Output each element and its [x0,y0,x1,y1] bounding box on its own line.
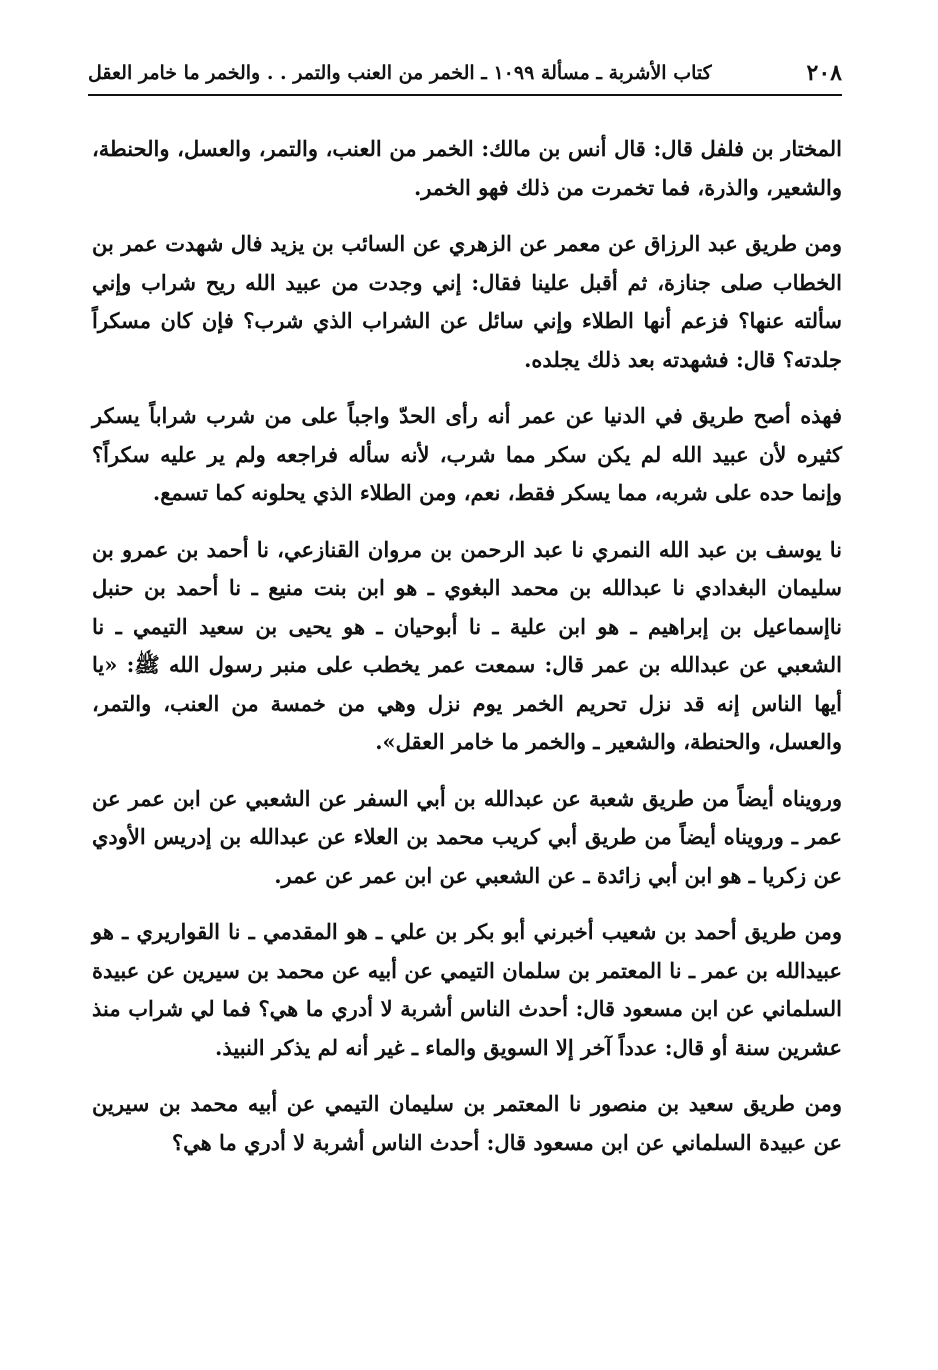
paragraph-7: ومن طريق سعيد بن منصور نا المعتمر بن سليمان التيمي عن أبيه محمد بن سيرين عن عبيدة السلماني عن ابن مسعود قال: أحدث الناس أشربة لا أدري ما هي؟ [92,1091,842,1155]
page-body [92,130,842,1162]
page-number: ٢٠٨ [806,60,842,86]
page-header [88,56,842,96]
paragraph-3: فهذه أصح طريق في الدنيا عن عمر أنه رأى الحدّ واجباً على من شرب شراباً يسكر كثيره لأن عبيد الله لم يكن سكر مما شرب، لأنه سأله فراجعه ولم ير عليه سكراً؟ وإنما حده على شربه، مما يسكر فقط، نعم، ومن الطلاء الذي يحلونه كما تسمع. [92,403,842,505]
paragraph-6: ومن طريق أحمد بن شعيب أخبرني أبو بكر بن علي ـ هو المقدمي ـ نا القواريري ـ هو عبيدالله بن عمر ـ نا المعتمر بن سلمان التيمي عن أبيه عن محمد بن سيرين عن عبيدة السلماني عن ابن مسعود قال: أحدث الناس أشربة لا أدري ما هي؟ فما لي شراب منذ عشرين سنة أو قال: عدداً آخر إلا السويق والماء ـ غير أنه لم يذكر النبيذ. [92,919,842,1060]
paragraph-5: ورويناه أيضاً من طريق شعبة عن عبدالله بن أبي السفر عن الشعبي عن ابن عمر عن عمر ـ ورويناه أيضاً من طريق أبي كريب محمد بن العلاء عن عبدالله بن إدريس الأودي عن زكريا ـ هو ابن أبي زائدة ـ عن الشعبي عن ابن عمر عن عمر. [92,785,843,888]
paragraph-4: نا يوسف بن عبد الله النمري نا عبد الرحمن بن مروان القنازعي، نا أحمد بن عمرو بن سليمان البغدادي نا عبدالله بن محمد البغوي ـ هو ابن بنت منيع ـ نا أحمد بن حنبل ناإسماعيل بن إبراهيم ـ هو ابن علية ـ نا أبوحيان ـ هو يحيى بن سعيد التيمي ـ نا الشعبي عن عبدالله بن عمر قال: سمعت عمر يخطب على منبر رسول الله ﷺ: «يا أيها الناس إنه قد نزل تحريم الخمر يوم نزل وهي من خمسة من العنب، والتمر، والعسل، والحنطة، والشعير ـ والخمر ما خامر العقل». [92,536,842,754]
paragraph-1: المختار بن فلفل قال: قال أنس بن مالك: الخمر من العنب، والتمر، والعسل، والحنطة، والشعير، والذرة، فما تخمرت من ذلك فهو الخمر. [92,136,842,200]
paragraph-2: ومن طريق عبد الرزاق عن معمر عن الزهري عن السائب بن يزيد فال شهدت عمر بن الخطاب صلى جنازة، ثم أقبل علينا فقال: إني وجدت من عبيد الله ريح شراب وإني سألته عنها؟ فزعم أنها الطلاء وإني سائل عن الشراب الذي شرب؟ فإن كان مسكراً جلدته؟ قال: فشهدته بعد ذلك يجلده. [92,231,842,372]
running-title: كتاب الأشربة ـ مسألة ١٠٩٩ ـ الخمر من العنب والتمر . . والخمر ما خامر العقل [88,62,712,84]
